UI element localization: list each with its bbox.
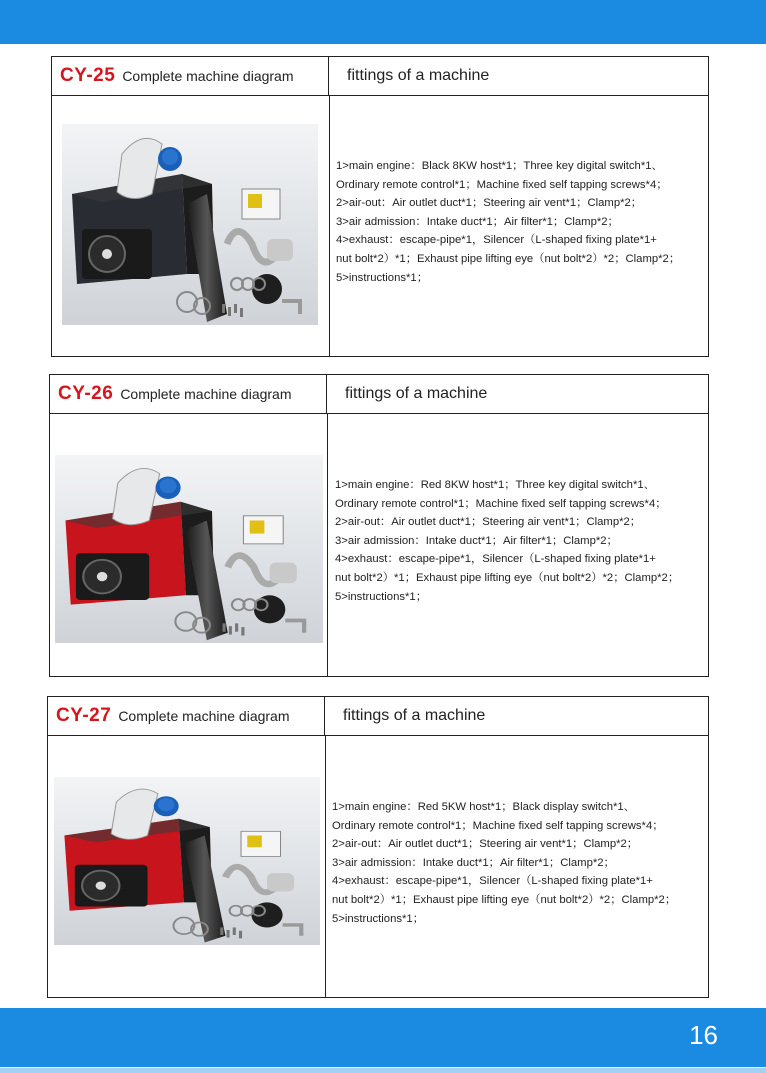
fittings-list [336, 157, 680, 287]
fitting-line: 5>instructions*1； [336, 271, 428, 284]
fittings-label: fittings of a machine [343, 707, 486, 724]
fitting-line: 5>instructions*1； [335, 590, 427, 603]
fitting-line: 4>exhaust：escape-pipe*1，Silencer（L-shaped fixing plate*1+ [336, 234, 657, 247]
column-divider [329, 95, 330, 356]
fitting-line: 4>exhaust：escape-pipe*1，Silencer（L-shaped fixing plate*1+ [332, 875, 653, 888]
column-divider [325, 735, 326, 997]
diagram-label: Complete machine diagram [118, 708, 290, 724]
fitting-line: 2>air-out：Air outlet duct*1；Steering air vent*1；Clamp*2； [332, 838, 639, 851]
fitting-line: 1>main engine：Black 8KW host*1；Three key digital switch*1、 [336, 160, 663, 172]
product-photo [54, 777, 320, 945]
fitting-line: nut bolt*2）*1；Exhaust pipe lifting eye（nut bolt*2）*2；Clamp*2； [335, 571, 680, 584]
fitting-line: 3>air admission：Intake duct*1；Air filter*1；Clamp*2； [335, 534, 618, 547]
header-left-cell [50, 375, 327, 413]
model-code: CY-26 [58, 383, 114, 404]
fitting-line: Ordinary remote control*1；Machine fixed self tapping screws*4； [332, 819, 664, 832]
section-header [48, 697, 708, 736]
header-left-cell [48, 697, 325, 735]
column-divider [327, 413, 328, 676]
section-header [52, 57, 708, 96]
product-section-cy26 [49, 374, 709, 677]
header-left-cell [52, 57, 329, 95]
fitting-line: 3>air admission：Intake duct*1；Air filter*1；Clamp*2； [336, 215, 619, 228]
product-section-cy25 [51, 56, 709, 357]
top-banner [0, 0, 766, 44]
fitting-line: Ordinary remote control*1；Machine fixed self tapping screws*4； [335, 497, 667, 510]
fitting-line: nut bolt*2）*1；Exhaust pipe lifting eye（nut bolt*2）*2；Clamp*2； [336, 252, 681, 265]
section-header [50, 375, 708, 414]
model-code: CY-25 [60, 65, 116, 86]
header-right-cell [329, 57, 708, 95]
header-right-cell [325, 697, 708, 735]
model-code: CY-27 [56, 705, 112, 726]
fitting-line: 1>main engine：Red 5KW host*1；Black display switch*1、 [332, 801, 635, 813]
fittings-list [332, 798, 676, 928]
fitting-line: Ordinary remote control*1；Machine fixed self tapping screws*4； [336, 178, 668, 191]
fitting-line: 4>exhaust：escape-pipe*1，Silencer（L-shaped fixing plate*1+ [335, 553, 656, 566]
diagram-label: Complete machine diagram [122, 68, 294, 84]
product-photo [55, 455, 323, 643]
diagram-label: Complete machine diagram [120, 386, 292, 402]
header-right-cell [327, 375, 708, 413]
fittings-label: fittings of a machine [347, 67, 490, 84]
product-photo [62, 124, 318, 325]
fitting-line: nut bolt*2）*1；Exhaust pipe lifting eye（nut bolt*2）*2；Clamp*2； [332, 893, 677, 906]
fitting-line: 5>instructions*1； [332, 912, 424, 925]
bottom-rule [0, 1068, 766, 1073]
fitting-line: 2>air-out：Air outlet duct*1；Steering air vent*1；Clamp*2； [335, 516, 642, 529]
fittings-label: fittings of a machine [345, 385, 488, 402]
product-section-cy27 [47, 696, 709, 998]
fitting-line: 3>air admission：Intake duct*1；Air filter*1；Clamp*2； [332, 856, 615, 869]
fittings-list [335, 476, 679, 606]
page-number: 16 [689, 1020, 718, 1050]
fitting-line: 1>main engine：Red 8KW host*1；Three key digital switch*1、 [335, 479, 655, 491]
bottom-banner [0, 1008, 766, 1067]
fitting-line: 2>air-out：Air outlet duct*1；Steering air vent*1；Clamp*2； [336, 197, 643, 210]
